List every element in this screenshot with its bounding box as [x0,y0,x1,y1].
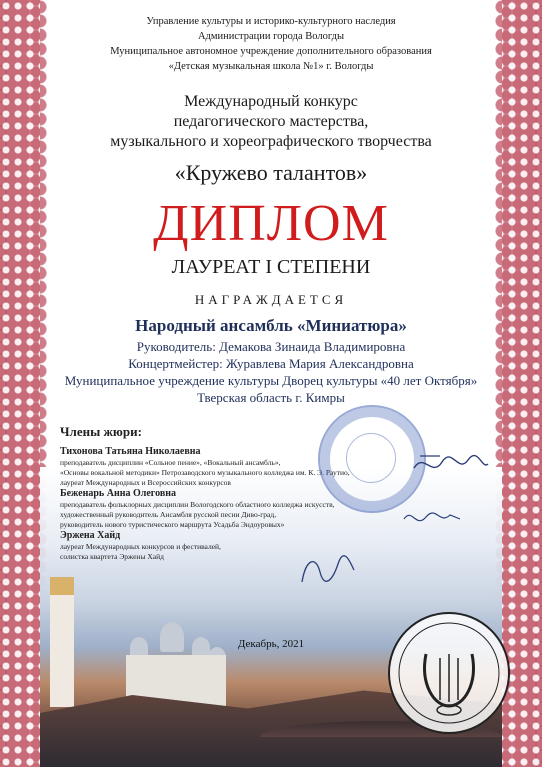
organizer-block [60,14,482,74]
recipient-institution: Муниципальное учреждение культуры Дворец культуры «40 лет Октября» [64,373,478,388]
jury-member-line: руководитель нового туристического маршрута Усадьба Эндоуровых» [60,520,285,529]
jury-member-line: художественный руководитель Ансамбля русской песни Диво-град, [60,510,277,519]
issue-date: Декабрь, 2021 [237,638,305,650]
school-logo [388,612,510,734]
jury-member-name: Беженарь Анна Олеговна [60,488,176,499]
contest-line: педагогического мастерства, [173,113,369,130]
recipient-name: Народный ансамбль «Миниатюра» [135,316,407,335]
awarded-label: НАГРАЖДАЕТСЯ [194,292,348,307]
jury-heading: Члены жюри: [60,424,142,439]
laureate-degree: ЛАУРЕАТ I СТЕПЕНИ [171,256,371,278]
recipient-leader: Руководитель: Демакова Зинаида Владимировна [136,339,406,354]
signature-bezhenar [400,505,464,531]
contest-line: музыкального и хореографического творчества [110,133,432,150]
jury-member-name: Эржена Хайд [60,530,121,541]
jury-member-line: преподаватель фольклорных дисциплин Вологодского областного колледжа искусств, [60,500,335,509]
jury-member-line: преподаватель дисциплин «Сольное пение», «Вокальный ансамбль», [60,458,281,467]
jury-member-line: солистка квартета Эржены Хайд [60,552,164,561]
signature-tikhonova [410,448,490,482]
jury-member-line: лауреат Международных конкурсов и фестивалей, [60,542,221,551]
jury-member-line: «Основы вокальной методики» Петрозаводского музыкального колледжа им. К. Э. Раутио, [60,468,350,477]
contest-line: Международный конкурс [184,93,358,110]
organizer-line: Администрации города Вологды [197,31,345,42]
jury-member-name: Тихонова Татьяна Николаевна [60,446,201,457]
signature-hayd [296,552,356,588]
recipient-details [60,338,482,406]
contest-title: «Кружево талантов» [174,160,368,185]
recipient-region: Тверская область г. Кимры [197,390,345,405]
organizer-line: Управление культуры и историко-культурного наследия [146,16,396,27]
diploma-heading: ДИПЛОМ [153,195,389,252]
organizer-line: Муниципальное автономное учреждение дополнительного образования [110,46,432,57]
jury-member [60,530,440,562]
stamp-emblem [346,433,396,483]
jury-member-line: лауреат Международных и Всероссийских конкурсов [60,478,231,487]
recipient-accompanist: Концертмейстер: Журавлева Мария Александровна [128,356,414,371]
organizer-line: «Детская музыкальная школа №1» г. Вологды [168,61,374,72]
contest-block [60,92,482,152]
lyre-icon [390,614,508,732]
